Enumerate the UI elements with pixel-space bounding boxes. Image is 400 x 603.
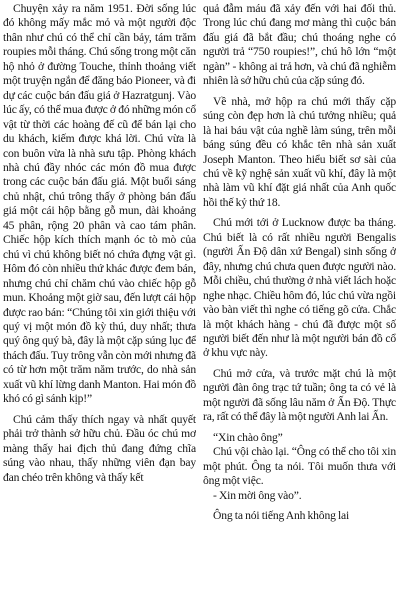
paragraph: Chú mới tới ở Lucknow được ba tháng. Chú biết là có rất nhiều người Bengalis (người Ấn Độ dân xứ Bengal) sinh sống ở đây, nhưng chú chưa quen được người nào. Mỗi chiều, chú thường ở nhà viết lách hoặc nghe nhạc. Chiều hôm đó, lúc chú vừa ngồi vào bàn viết thì nghe có tiếng gõ cửa. Chắc là một khách hàng - chú đã được một số người biết đến như là một người bán đồ cổ ở khu vực này. — [203, 216, 396, 360]
paragraph: Về nhà, mở hộp ra chú mới thấy cặp súng còn đẹp hơn là chú tưởng nhiều; quả là hai báu vật của nghề làm súng, trên mỗi báng súng đều có khắc tên nhà sản xuất Joseph Manton. Theo hiểu biết sơ sài của chú về kỹ nghệ sản xuất vũ khí, đây là một nhà làm vũ khí đặt giá nhất của Anh quốc hồi thế kỷ thứ 18. — [203, 94, 396, 209]
dialogue-line: “Xin chào ông” — [213, 430, 283, 444]
paragraph: Ông ta nói tiếng Anh không lai — [213, 508, 350, 522]
left-column — [3, 2, 196, 603]
dialogue-line: - Xin mời ông vào”. — [213, 488, 302, 502]
paragraph: Chú cảm thấy thích ngay và nhất quyết phải trở thành sở hữu chủ. Đầu óc chú mơ màng thấy hai địch thủ đang đứng chĩa súng vào nhau, thấy những viên đạn bay đan chéo trên không và thấy kết — [3, 412, 196, 484]
paragraph-continued: quả đẫm máu đã xảy đến với hai đối thủ. Trong lúc chú đang mơ màng thì cuộc bán đấu giá đã bắt đầu; chú thoáng nghe có người trả “750 roupies!”, chú hô lớn “một ngàn” - không ai trả hơn, và chú đã nghiễm nhiên là sở hữu chủ của cặp súng đó. — [203, 2, 396, 88]
paragraph: Chú mở cửa, và trước mặt chú là một người đàn ông trạc tứ tuần; ông ta có vẻ là một người đã sống lâu năm ở Ấn Độ. Thực ra, rất có thể đây là một người Anh lai Ấn. — [203, 366, 396, 424]
right-column — [203, 2, 396, 603]
paragraph: Chuyện xảy ra năm 1951. Đời sống lúc đó không mấy mắc mỏ và một người độc thân như chú có thể chỉ cần bảy, tám trăm roupies mỗi tháng. Chú sống trong một căn hộ nhỏ ở đường Touche, thỉnh thoảng viết một truyện ngắn để đăng báo Pioneer, và đi dự các cuộc bán đấu giá ở Hazratgunj. Vào lúc ấy, có thể mua được ở đó những món cổ vật từ thời các hoàng đế cũ để bán lại cho du khách, kiếm được khá lời. Chú vừa là con buôn vừa là nhà sưu tập. Phòng khách nhà chú đầy nhóc các món đồ mua được trong các cuộc bán đấu giá. Một buổi sáng chủ nhật, chú trông thấy ở phòng bán đấu giá một cái hộp bằng gỗ mun, dài khoảng 45 phân, rộng 20 phân và cao tám phân. Chiếc hộp kích thích mạnh óc tò mò của chú vì chú không biết nó chứa đựng vật gì. Hôm đó còn nhiều thứ khác được đem bán, nhưng chú chỉ chăm chú vào chiếc hộp gỗ mun. Khoảng một giờ sau, đến lượt cái hộp được rao bán: “Chúng tôi xin giới thiệu với quý vị một món đồ kỳ thú, duy nhất; thưa quý ông quý bà, đây là một cặp súng lục để thách đấu. Tuy trông vẫn còn mới nhưng đã có từ hơn một trăm năm trước, do nhà sản xuất vũ khí lừng danh Manton. Hai món đồ khó có gì sánh kịp!” — [3, 2, 196, 406]
dialogue-line: Chú vội chào lại. “Ông có thể cho tôi xin một phút. Ông ta nói. Tôi muốn thưa với ông một việc. — [203, 445, 396, 488]
